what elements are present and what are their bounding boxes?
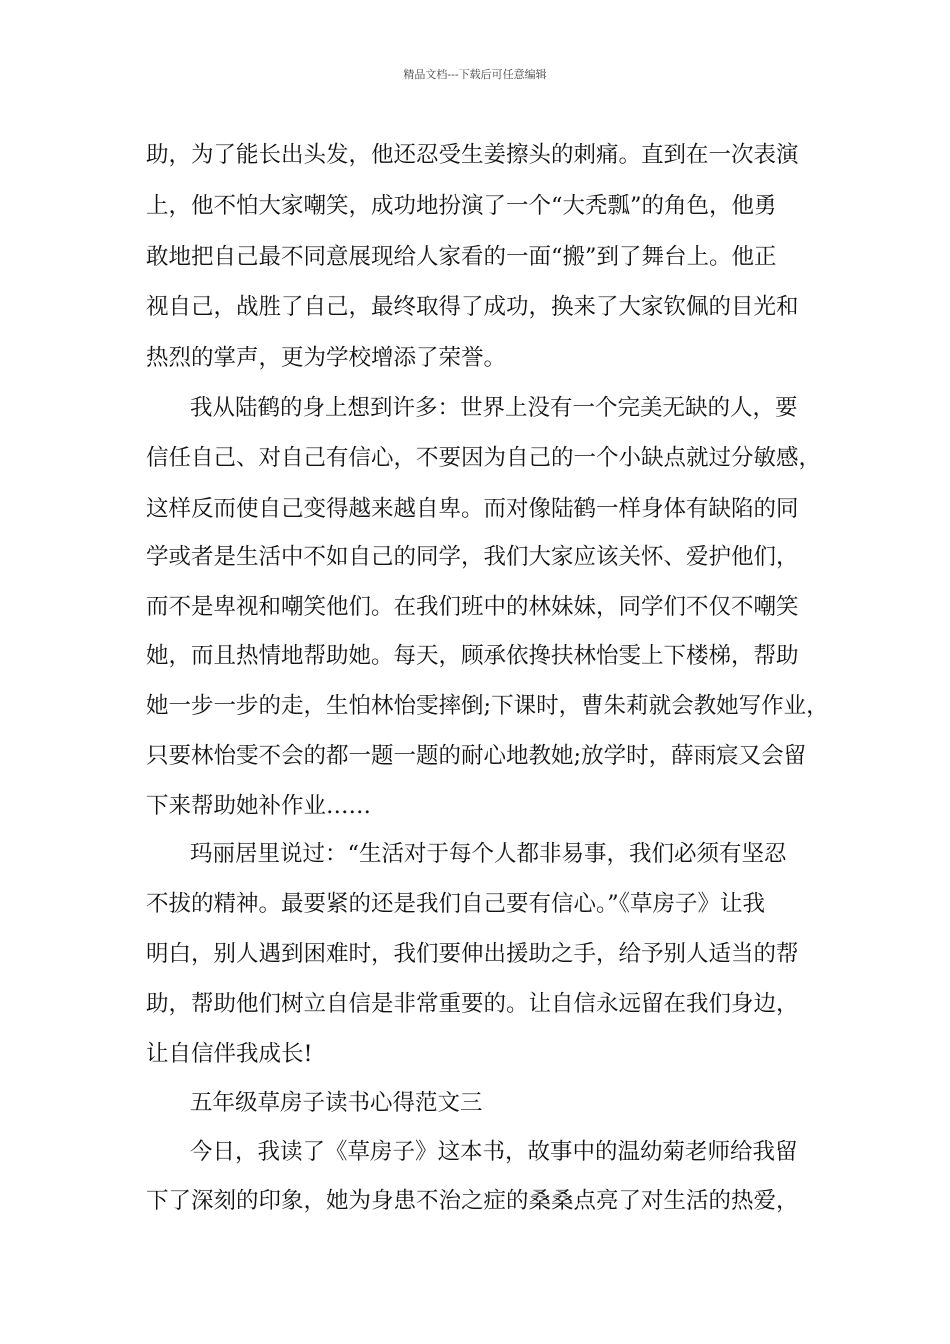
text-line: 下了深刻的印象，她为身患不治之症的桑桑点亮了对生活的热爱， <box>146 1188 799 1214</box>
paragraph-first-line: 我从陆鹤的身上想到许多：世界上没有一个完美无缺的人，要 <box>190 395 798 421</box>
text-line: 助，帮助他们树立自信是非常重要的。让自信永远留在我们身边， <box>146 991 799 1017</box>
text-line: 让自信伴我成长! <box>146 1041 313 1067</box>
section-heading: 五年级草房子读书心得范文三 <box>190 1090 483 1116</box>
text-line: 学或者是生活中不如自己的同学，我们大家应该关怀、爱护他们， <box>146 544 799 570</box>
text-line: 热烈的掌声，更为学校增添了荣誉。 <box>146 345 507 371</box>
paragraph-first-line: 玛丽居里说过：“生活对于每个人都非易事，我们必须有坚忍 <box>190 841 787 867</box>
page-header: 精品文档---下载后可任意编辑 <box>403 68 547 81</box>
text-line: 上，他不怕大家嘲笑，成功地扮演了一个“大秃瓢”的角色，他勇 <box>146 193 777 219</box>
text-line: 这样反而使自己变得越来越自卑。而对像陆鹤一样身体有缺陷的同 <box>146 496 799 522</box>
text-line: 只要林怡雯不会的都一题一题的耐心地教她;放学时，薛雨宸又会留 <box>146 743 807 769</box>
text-line: 下来帮助她补作业…… <box>146 793 372 819</box>
text-line: 敢地把自己最不同意展现给人家看的一面“搬”到了舞台上。他正 <box>146 244 777 270</box>
text-line: 信任自己、对自己有信心，不要因为自己的一个小缺点就过分敏感， <box>146 445 822 471</box>
text-line: 她一步一步的走，生怕林怡雯摔倒;下课时，曹朱莉就会教她写作业， <box>146 693 829 719</box>
text-line: 视自己，战胜了自己，最终取得了成功，换来了大家钦佩的目光和 <box>146 294 799 320</box>
text-line: 而不是卑视和嘲笑他们。在我们班中的林妹妹，同学们不仅不嘲笑 <box>146 594 799 620</box>
text-line: 她，而且热情地帮助她。每天，顾承依搀扶林怡雯上下楼梯，帮助 <box>146 643 799 669</box>
paragraph-first-line: 今日，我读了《草房子》这本书，故事中的温幼菊老师给我留 <box>190 1139 798 1165</box>
text-line: 助，为了能长出头发，他还忍受生姜擦头的刺痛。直到在一次表演 <box>146 142 799 168</box>
text-line: 明白，别人遇到困难时，我们要伸出援助之手，给予别人适当的帮 <box>146 941 799 967</box>
text-line: 不拔的精神。最要紧的还是我们自己要有信心。”《草房子》让我 <box>146 891 766 917</box>
